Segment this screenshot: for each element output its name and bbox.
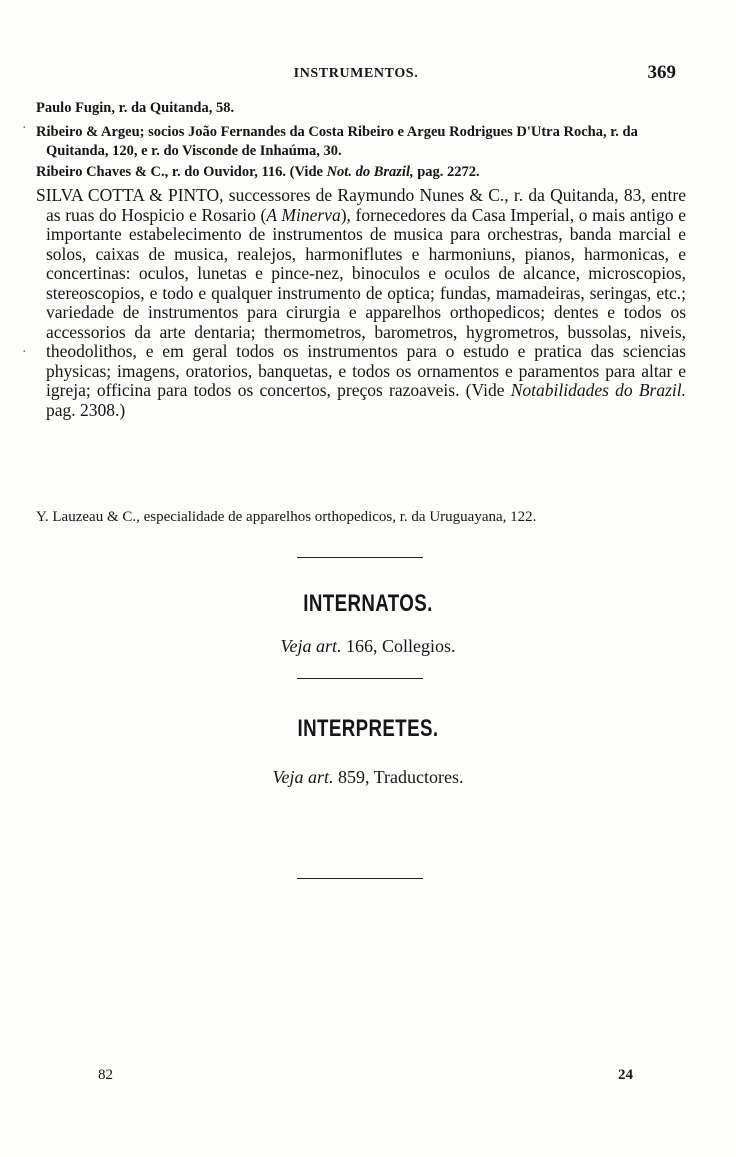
section-heading: INTERPRETES.: [297, 715, 439, 742]
signature-mark-left: 82: [98, 1067, 113, 1083]
cross-reference-target: 166, Collegios.: [341, 636, 456, 656]
entry-reference-title: Notabilidades do Brazil.: [510, 380, 686, 400]
entry-text: pag. 2308.): [46, 399, 126, 420]
running-head-title: INSTRUMENTOS.: [293, 66, 419, 81]
signature-mark-right: 24: [618, 1067, 633, 1083]
section-heading: INTERNATOS.: [303, 590, 433, 617]
cross-reference-target: 859, Traductores.: [333, 767, 464, 787]
listing-entry: Y. Lauzeau & C., especialidade de apparelhos orthopedicos, r. da Uruguayana, 122.: [36, 509, 537, 525]
listing-entry: [36, 163, 686, 182]
section-divider: [297, 557, 423, 558]
cross-reference: [0, 636, 736, 657]
margin-dot: ·: [22, 345, 27, 360]
cross-reference-label: Veja art.: [280, 636, 342, 656]
cross-reference-label: Veja art.: [272, 767, 334, 787]
entry-reference-title: Not. do Brazil,: [326, 164, 414, 180]
page-number: 369: [647, 62, 676, 83]
entry-text: pag. 2272.: [413, 164, 480, 180]
entry-shop-name: A Minerva: [266, 204, 341, 225]
listing-entry-featured: [36, 186, 686, 420]
section-divider: [297, 878, 423, 879]
cross-reference: [0, 767, 736, 788]
entry-text: Ribeiro Chaves & C., r. do Ouvidor, 116. (Vide: [36, 164, 327, 180]
section-divider: [297, 678, 423, 679]
margin-dot: ·: [22, 121, 27, 136]
entry-text: SILVA COTTA & PINTO, successores de Raymundo Nunes & C., r. da Quitanda, 83, entre as ruas do Hospicio e Rosario (: [36, 185, 686, 225]
listing-entry: Ribeiro & Argeu; socios João Fernandes da Costa Ribeiro e Argeu Rodrigues D'Utra Rocha, r. da Quitanda, 120, e r. do Visconde de Inhaúma, 30.: [36, 124, 638, 159]
listing-entry: Paulo Fugin, r. da Quitanda, 58.: [36, 100, 235, 116]
entry-text: ), fornecedores da Casa Imperial, o mais antigo e importante estabelecimento de instrumentos de musica para orchestras, banda marcial e solos, caixas de musica, realejos, harmoniflutes e harmoniuns, pianos, harmonicas, e concertinas: oculos, lunetas e pince-nez, binoculos e oculos de alcance, microscopios, stereoscopios, e todo e qualquer instrumento de optica; fundas, mamadeiras, seringas, etc.; variedade de instrumentos para cirurgia e apparelhos orthopedicos; dentes e todos os accessorios da arte dentaria; thermometros, barometros, hygrometros, bussolas, niveis, theodolithos, e em geral todos os instrumentos para o estudo e pratica das sciencias physicas; imagens, oratorios, banquetas, e todos os ornamentos e paramentos para altar e igreja; officina para todos os concertos, preços razoaveis. (Vide: [46, 204, 686, 400]
running-head: [36, 62, 676, 86]
